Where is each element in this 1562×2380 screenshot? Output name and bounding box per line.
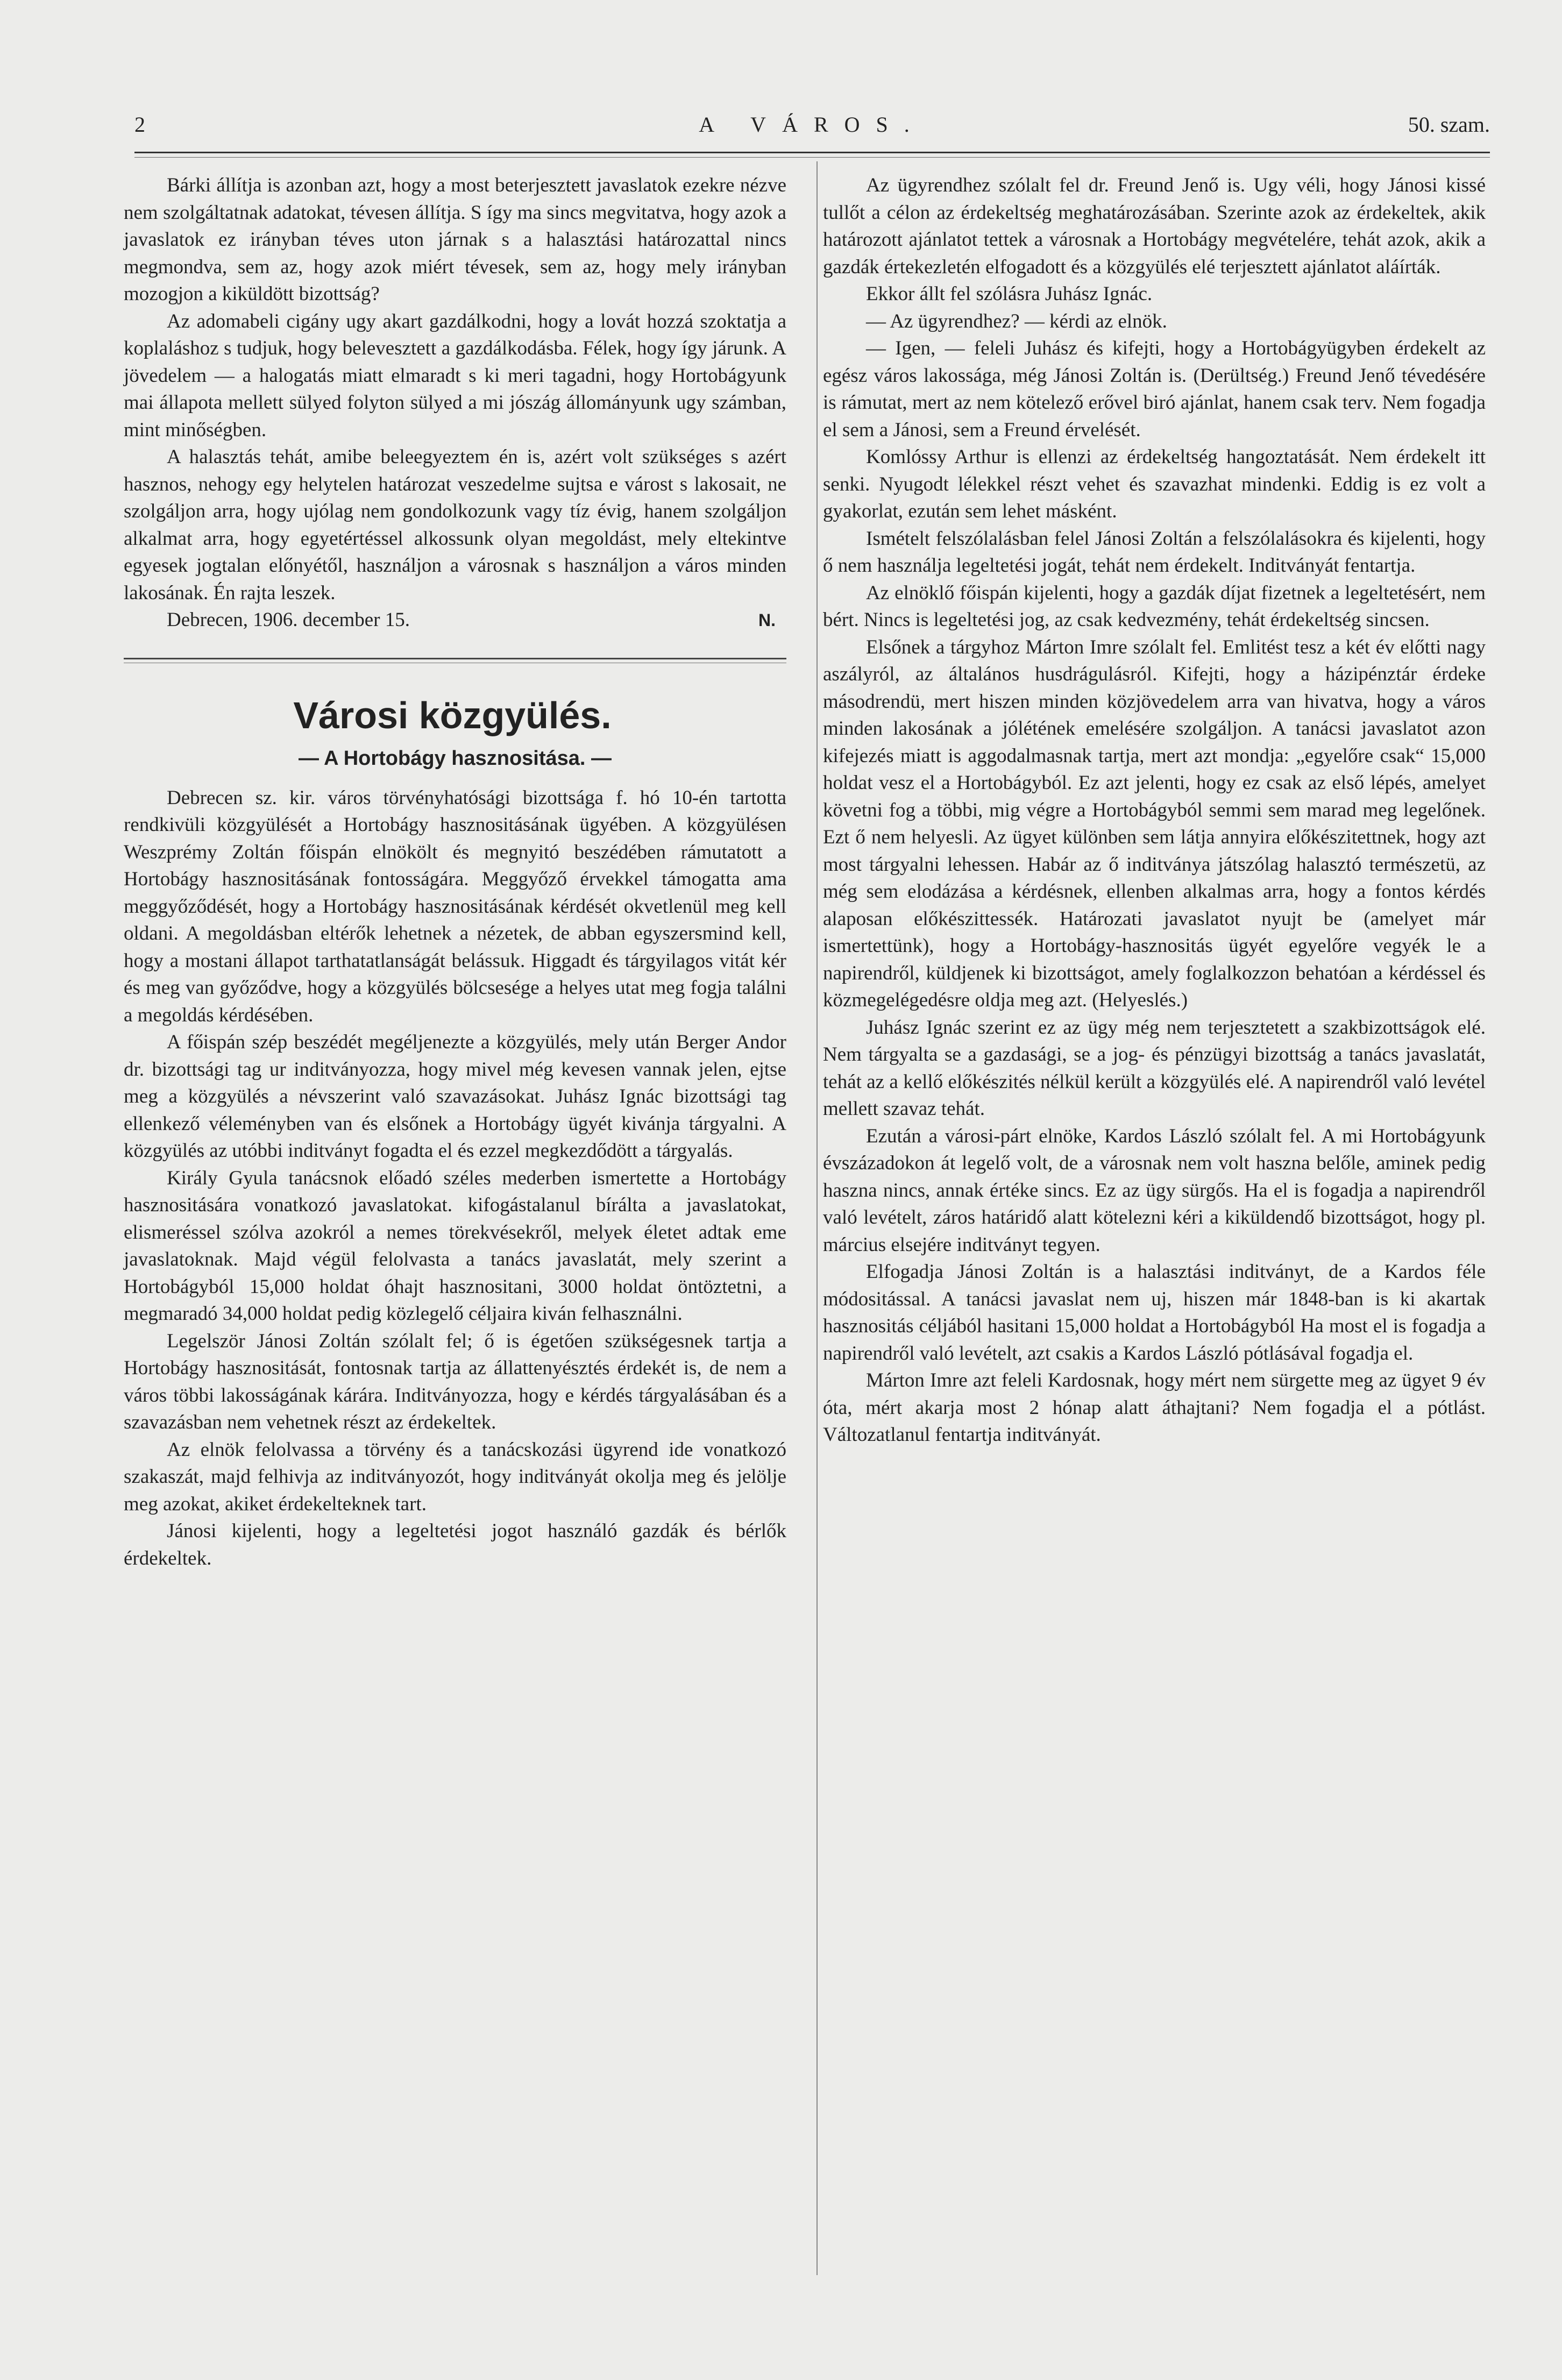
- article-paragraph: Márton Imre azt feleli Kardosnak, hogy mért nem sürgette meg az ügyet 9 év óta, mért akarja most 2 hónap alatt áthajtani? Nem fogadja el a pótlást. Változatlanul fentartja inditványát.: [823, 1369, 1486, 1446]
- issue-number: 50. szam.: [1408, 112, 1490, 137]
- header-rule-thin: [134, 157, 1490, 158]
- article-paragraph: Ekkor állt fel szólásra Juhász Ignác.: [866, 283, 1153, 305]
- article-paragraph: Az elnöklő főispán kijelenti, hogy a gazdák díjat fizetnek a legeltetésért, nem bért. Nincs is legeltetési jog, az csak kedvezmény, tehát érdekeltség sincsen.: [823, 581, 1486, 631]
- article-paragraph: Elfogadja Jánosi Zoltán is a halasztási inditványt, de a Kardos féle módositással. A tanácsi javaslat nem uj, hiszen már 1848-ban is ki akartak hasznositás céljából hasitani 15,000 holdat a Hortobágyból Ha most el is fogadja a napirendről való levételt, azt csakis a Kardos László pótlásával fogadja el.: [823, 1261, 1486, 1365]
- article-paragraph: A halasztás tehát, amibe beleegyeztem én is, azért volt szükséges s azért hasznos, nehogy egy helytelen határozat veszedelme sujtsa e várost s lakosait, ne szolgáljon arra, hogy ujólag nem gondolkozunk vagy tíz évig, hanem szolgáljon alkalmat arra, hogy egyetértéssel alkossunk olyan megoldást, mely eltekintve egyesek jogtalan előnyétől, használjon a városnak s használjon a város minden lakosának. Én rajta leszek.: [124, 446, 786, 604]
- article-paragraph: Legelször Jánosi Zoltán szólalt fel; ő is égetően szükségesnek tartja a Hortobágy hasznositását, fontosnak tartja az állattenyésztés érdekét is, de nem a város többi lakosságának kárára. Inditványozza, hogy e kérdés tárgyalásában és a szavazásban nem vehetnek részt az érdekeltek.: [124, 1330, 786, 1433]
- header-rule: [134, 152, 1490, 153]
- article-paragraph: A főispán szép beszédét megéljenezte a közgyülés, mely után Berger Andor dr. bizottsági tag ur inditványozza, hogy mivel még kevesen vannak jelen, ejtse meg a közgyülés a névszerint való szavazásokat. Juhász Ignác bizottsági tag ellenkező véleményben van és elsőnek a Hortobágy ügyét kivánja tárgyalni. A közgyülés az utóbbi inditványt fogadta el és ezzel megkezdődött a tárgyalás.: [124, 1031, 786, 1162]
- dateline-row: [124, 607, 786, 634]
- author-signature: N.: [758, 610, 776, 630]
- page-number: 2: [134, 112, 145, 137]
- section-title: Városi közgyülés.: [293, 694, 612, 736]
- left-column: [124, 172, 786, 1572]
- article-paragraph: — Az ügyrendhez? — kérdi az elnök.: [866, 310, 1167, 332]
- article-paragraph: Jánosi kijelenti, hogy a legeltetési jogot használó gazdák és bérlők érdekeltek.: [124, 1520, 786, 1569]
- article-paragraph: Debrecen sz. kir. város törvényhatósági bizottsága f. hó 10-én tartotta rendkivüli közgyülését a Hortobágy hasznositásának ügyében. A közgyülésen Weszprémy Zoltán főispán elnökölt és megnyitó beszédében rámutatott a Hortobágy hasznositásának fontosságára. Meggyőző érvekkel támogatta ama meggyőződését, hogy a Hortobágy hasznositásának kérdését okvetlenül meg kell oldani. A megoldásban eltérők lehetnek a nézetek, de abban egyszersmind kell, hogy a mostani állapot tarthatatlanságát belássuk. Higgadt és tárgyilagos vitát kér és meg van győződve, hogy a közgyülés bölcsesége a helyes utat meg fogja találni a megoldás kérdésében.: [124, 786, 786, 1026]
- article-paragraph: Az adomabeli cigány ugy akart gazdálkodni, hogy a lovát hozzá szoktatja a koplaláshoz s tudjuk, hogy belevesztett a gazdálkodásba. Félek, hogy így járunk. A jövedelem — a halogatás miatt elmaradt s ki meri tagadni, hogy Hortobágyunk mai állapota mellett sülyed folyton sülyed a mi jószág állományunk ugy számban, mint minőségben.: [124, 310, 786, 441]
- section-separator: [124, 658, 786, 659]
- section-subtitle: — A Hortobágy hasznositása. —: [298, 747, 612, 770]
- article-paragraph: Az elnök felolvassa a törvény és a tanácskozási ügyrend ide vonatkozó szakaszát, majd felhivja az inditványozót, hogy inditványát okolja meg és jelölje meg azokat, akiket érdekelteknek tart.: [124, 1438, 786, 1515]
- article-paragraph: Az ügyrendhez szólalt fel dr. Freund Jenő is. Ugy véli, hogy Jánosi kissé tullőt a célon az érdekeltség meghatározásában. Szerinte azok az érdekeltek, akik határozott ajánlatot tettek a városnak a Hortobágy megvételére, tehát azok, akik a gazdák értekezletén elfogadott és a közgyülés elé terjesztett ajánlatot aláírták.: [823, 174, 1486, 278]
- article-paragraph: Komlóssy Arthur is ellenzi az érdekeltség hangoztatását. Nem érdekelt itt senki. Nyugodt lélekkel részt vehet és szavazhat mindenki. Eddig is ez volt a gyakorlat, ezután sem lehet másként.: [823, 446, 1486, 522]
- article-paragraph: Király Gyula tanácsnok előadó széles mederben ismertette a Hortobágy hasznositására vonatkozó javaslatokat. kifogástalanul bírálta a javaslatokat, elismeréssel szólva azokról a nemes törekvésekről, melyek életet adtak eme javaslatoknak. Majd végül felolvasta a tanács javaslatát, mely szerint a Hortobágyból 15,000 holdat óhajt hasznositani, 3000 holdat öntöztetni, a megmaradó 34,000 holdat pedig közlegelő céljaira kiván felhasználni.: [124, 1167, 786, 1325]
- article-paragraph: Elsőnek a tárgyhoz Márton Imre szólalt fel. Emlitést tesz a két év előtti nagy aszályról, az általános husdrágulásról. Kifejti, hogy a házipénztár érdeke másodrendü, mert hiszen minden közjövedelem arra van hivatva, hogy a város minden lakosának a jólétének emelésére szolgáljon. A tanácsi javaslatot azon kifejezés miatt is aggodalmasnak tartja, mert azt mondja: „egyelőre csak“ 15,000 holdat vesz el a Hortobágyból. Ez azt jelenti, hogy ez csak az első lépés, amelyet követni fog a többi, mig végre a Hortobágyból semmi sem marad meg legelőnek. Ezt ő nem helyesli. Az ügyet különben sem látja annyira előkészitettnek, hogy azt most tárgyalni lehessen. Habár az ő inditványa játszólag halasztó természetü, az még sem elodázása a kérdésnek, ellenben alkalmas arra, hogy a fontos kérdés alaposan előkészittessék. Határozati javaslatot nyujt be (amelyet már ismertettünk), hogy a Hortobágy-hasznositás ügyét egyelőre vegyék le a napirendről, küldjenek ki bizottságot, amely foglalkozzon behatóan a kérdéssel és közmegelégedésre oldja meg azt. (Helyeslés.): [823, 636, 1486, 1011]
- dateline: Debrecen, 1906. december 15.: [167, 609, 410, 631]
- right-column: [823, 172, 1486, 1449]
- article-paragraph: Ismételt felszólalásban felel Jánosi Zoltán a felszólalásokra és kijelenti, hogy ő nem használja legeltetési jogát, tehát nem érdekelt. Inditványát fentartja.: [823, 527, 1486, 577]
- article-paragraph: — Igen, — feleli Juhász és kifejti, hogy a Hortobágyügyben érdekelt az egész város lakossága, még Jánosi Zoltán is. (Derültség.) Freund Jenő tévedésére is rámutat, mert az nem kötelező erővel biró ajánlat, hanem csak terv. Nem fogadja el sem a Jánosi, sem a Freund érvelését.: [823, 337, 1486, 441]
- article-paragraph: Bárki állítja is azonban azt, hogy a most beterjesztett javaslatok ezekre nézve nem szolgáltatnak adatokat, tévesen állítja. S így ma sincs megvitatva, hogy azok a javaslatok ez irányban téves uton járnak s a halasztási határozattal nincs megmondva, sem az, hogy azok miért tévesek, sem az, hogy mely irányban mozogjon a kiküldött bizottság?: [124, 174, 786, 305]
- masthead-title: A VÁROS.: [699, 112, 926, 137]
- article-paragraph: Juhász Ignác szerint ez az ügy még nem terjesztetett a szakbizottságok elé. Nem tárgyalta se a gazdasági, se a jog- és pénzügyi bizottság a tanács javaslatát, tehát az a kellő előkészités nélkül került a közgyülés elé. A napirendről való levétel mellett szavaz tehát.: [823, 1016, 1486, 1120]
- column-divider: [816, 161, 818, 2275]
- article-paragraph: Ezután a városi-párt elnöke, Kardos László szólalt fel. A mi Hortobágyunk évszázadokon át legelő volt, de a városnak nem volt haszna belőle, aminek pedig haszna nincs, annak értéke sincs. Ez az ügy sürgős. Ha el is fogadja a napirendről való levételt, záros határidő alatt kötelezni kéri a kiküldendő bizottságot, hogy pl. március elsejére inditványt tegyen.: [823, 1125, 1486, 1256]
- page-header: [134, 112, 1490, 144]
